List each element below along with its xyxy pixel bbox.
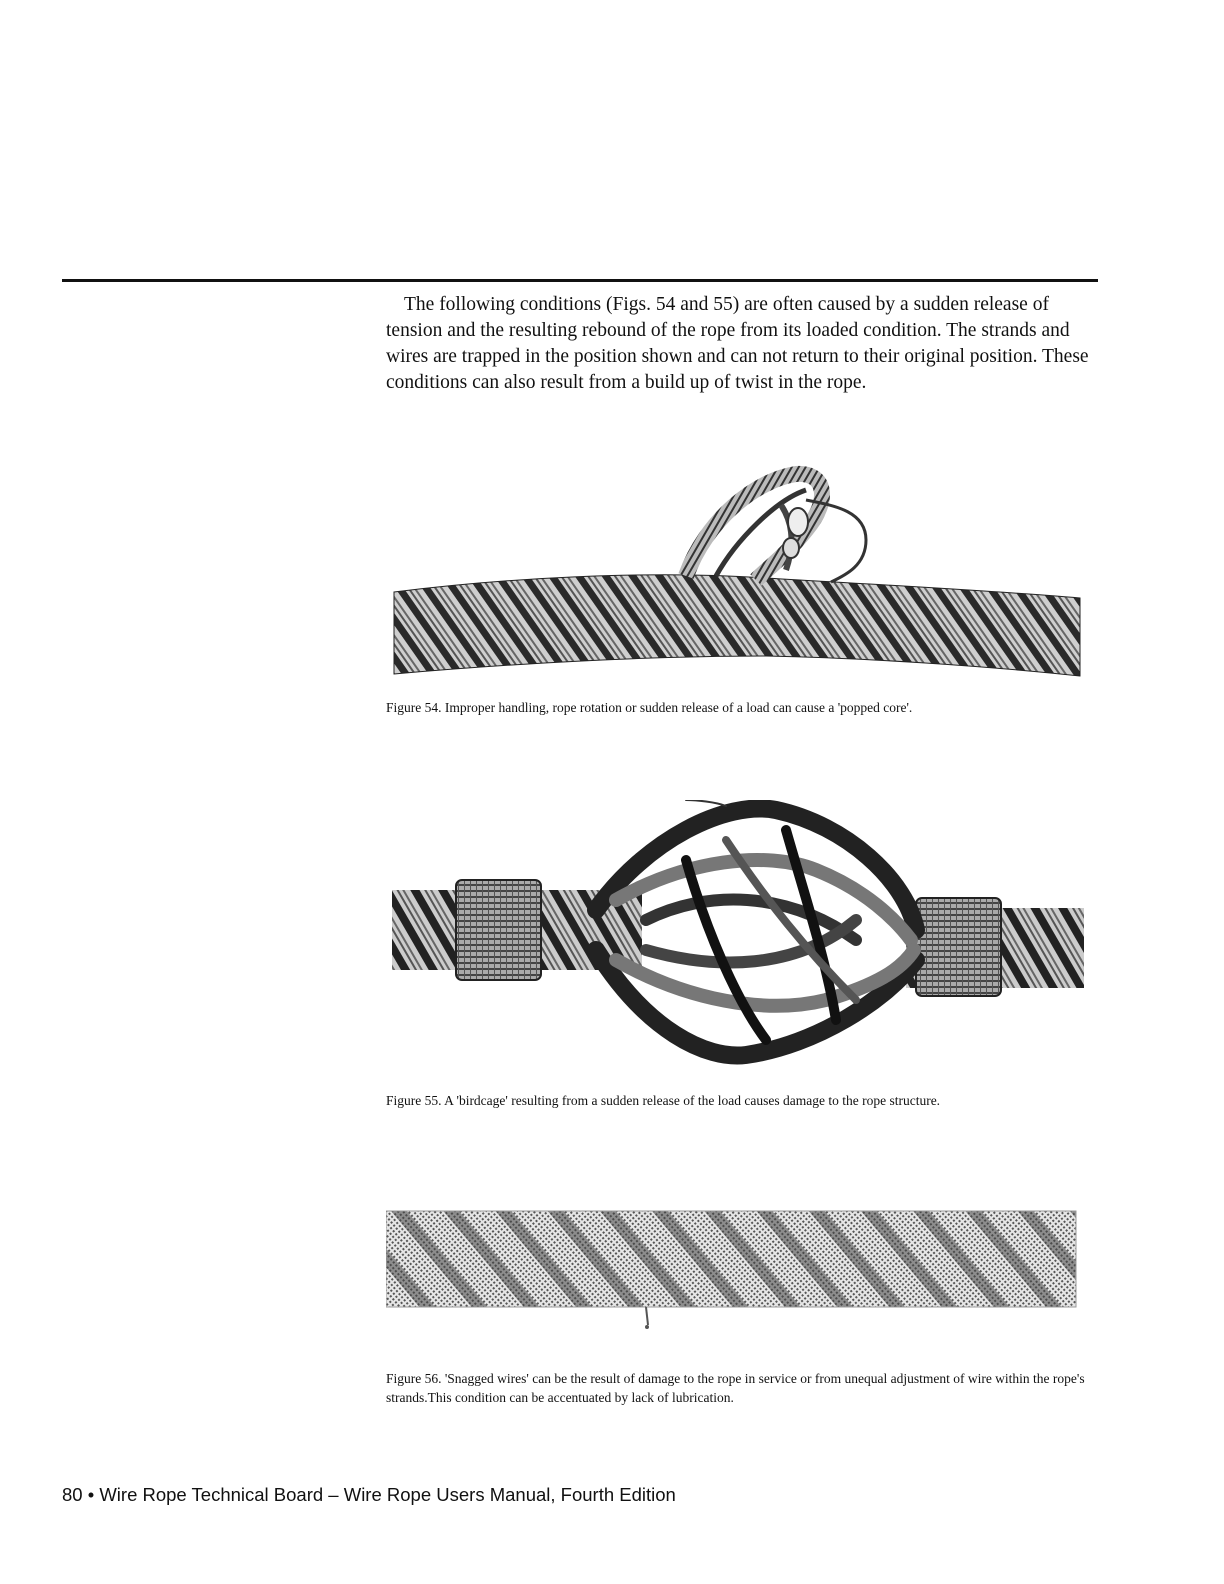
- figure-56: [386, 1205, 1086, 1407]
- page-footer: 80 • Wire Rope Technical Board – Wire Rope Users Manual, Fourth Edition: [62, 1484, 676, 1505]
- popped-core-rope-image: [386, 460, 1086, 685]
- header-rule: [62, 279, 1098, 282]
- figure-54: [386, 460, 1086, 716]
- intro-paragraph: The following conditions (Figs. 54 and 55) are often caused by a sudden release of tension and the resulting rebound of the rope from its loaded condition. The strands and wires are trapped in the position shown and can not return to their original position. These conditions can also result from a build up of twist in the rope.: [386, 294, 1089, 393]
- figure-56-caption: Figure 56. 'Snagged wires' can be the result of damage to the rope in service or from unequal adjustment of wire within the rope's strands.This condition can be accentuated by lack of lubrication.: [386, 1371, 1085, 1405]
- figure-55: [386, 800, 1086, 1109]
- figure-55-caption: Figure 55. A 'birdcage' resulting from a sudden release of the load causes damage to the rope structure.: [386, 1093, 941, 1108]
- snagged-wires-rope-image: [386, 1205, 1086, 1335]
- birdcage-rope-image: [386, 800, 1086, 1070]
- figure-54-caption: Figure 54. Improper handling, rope rotation or sudden release of a load can cause a 'popped core'.: [386, 700, 913, 715]
